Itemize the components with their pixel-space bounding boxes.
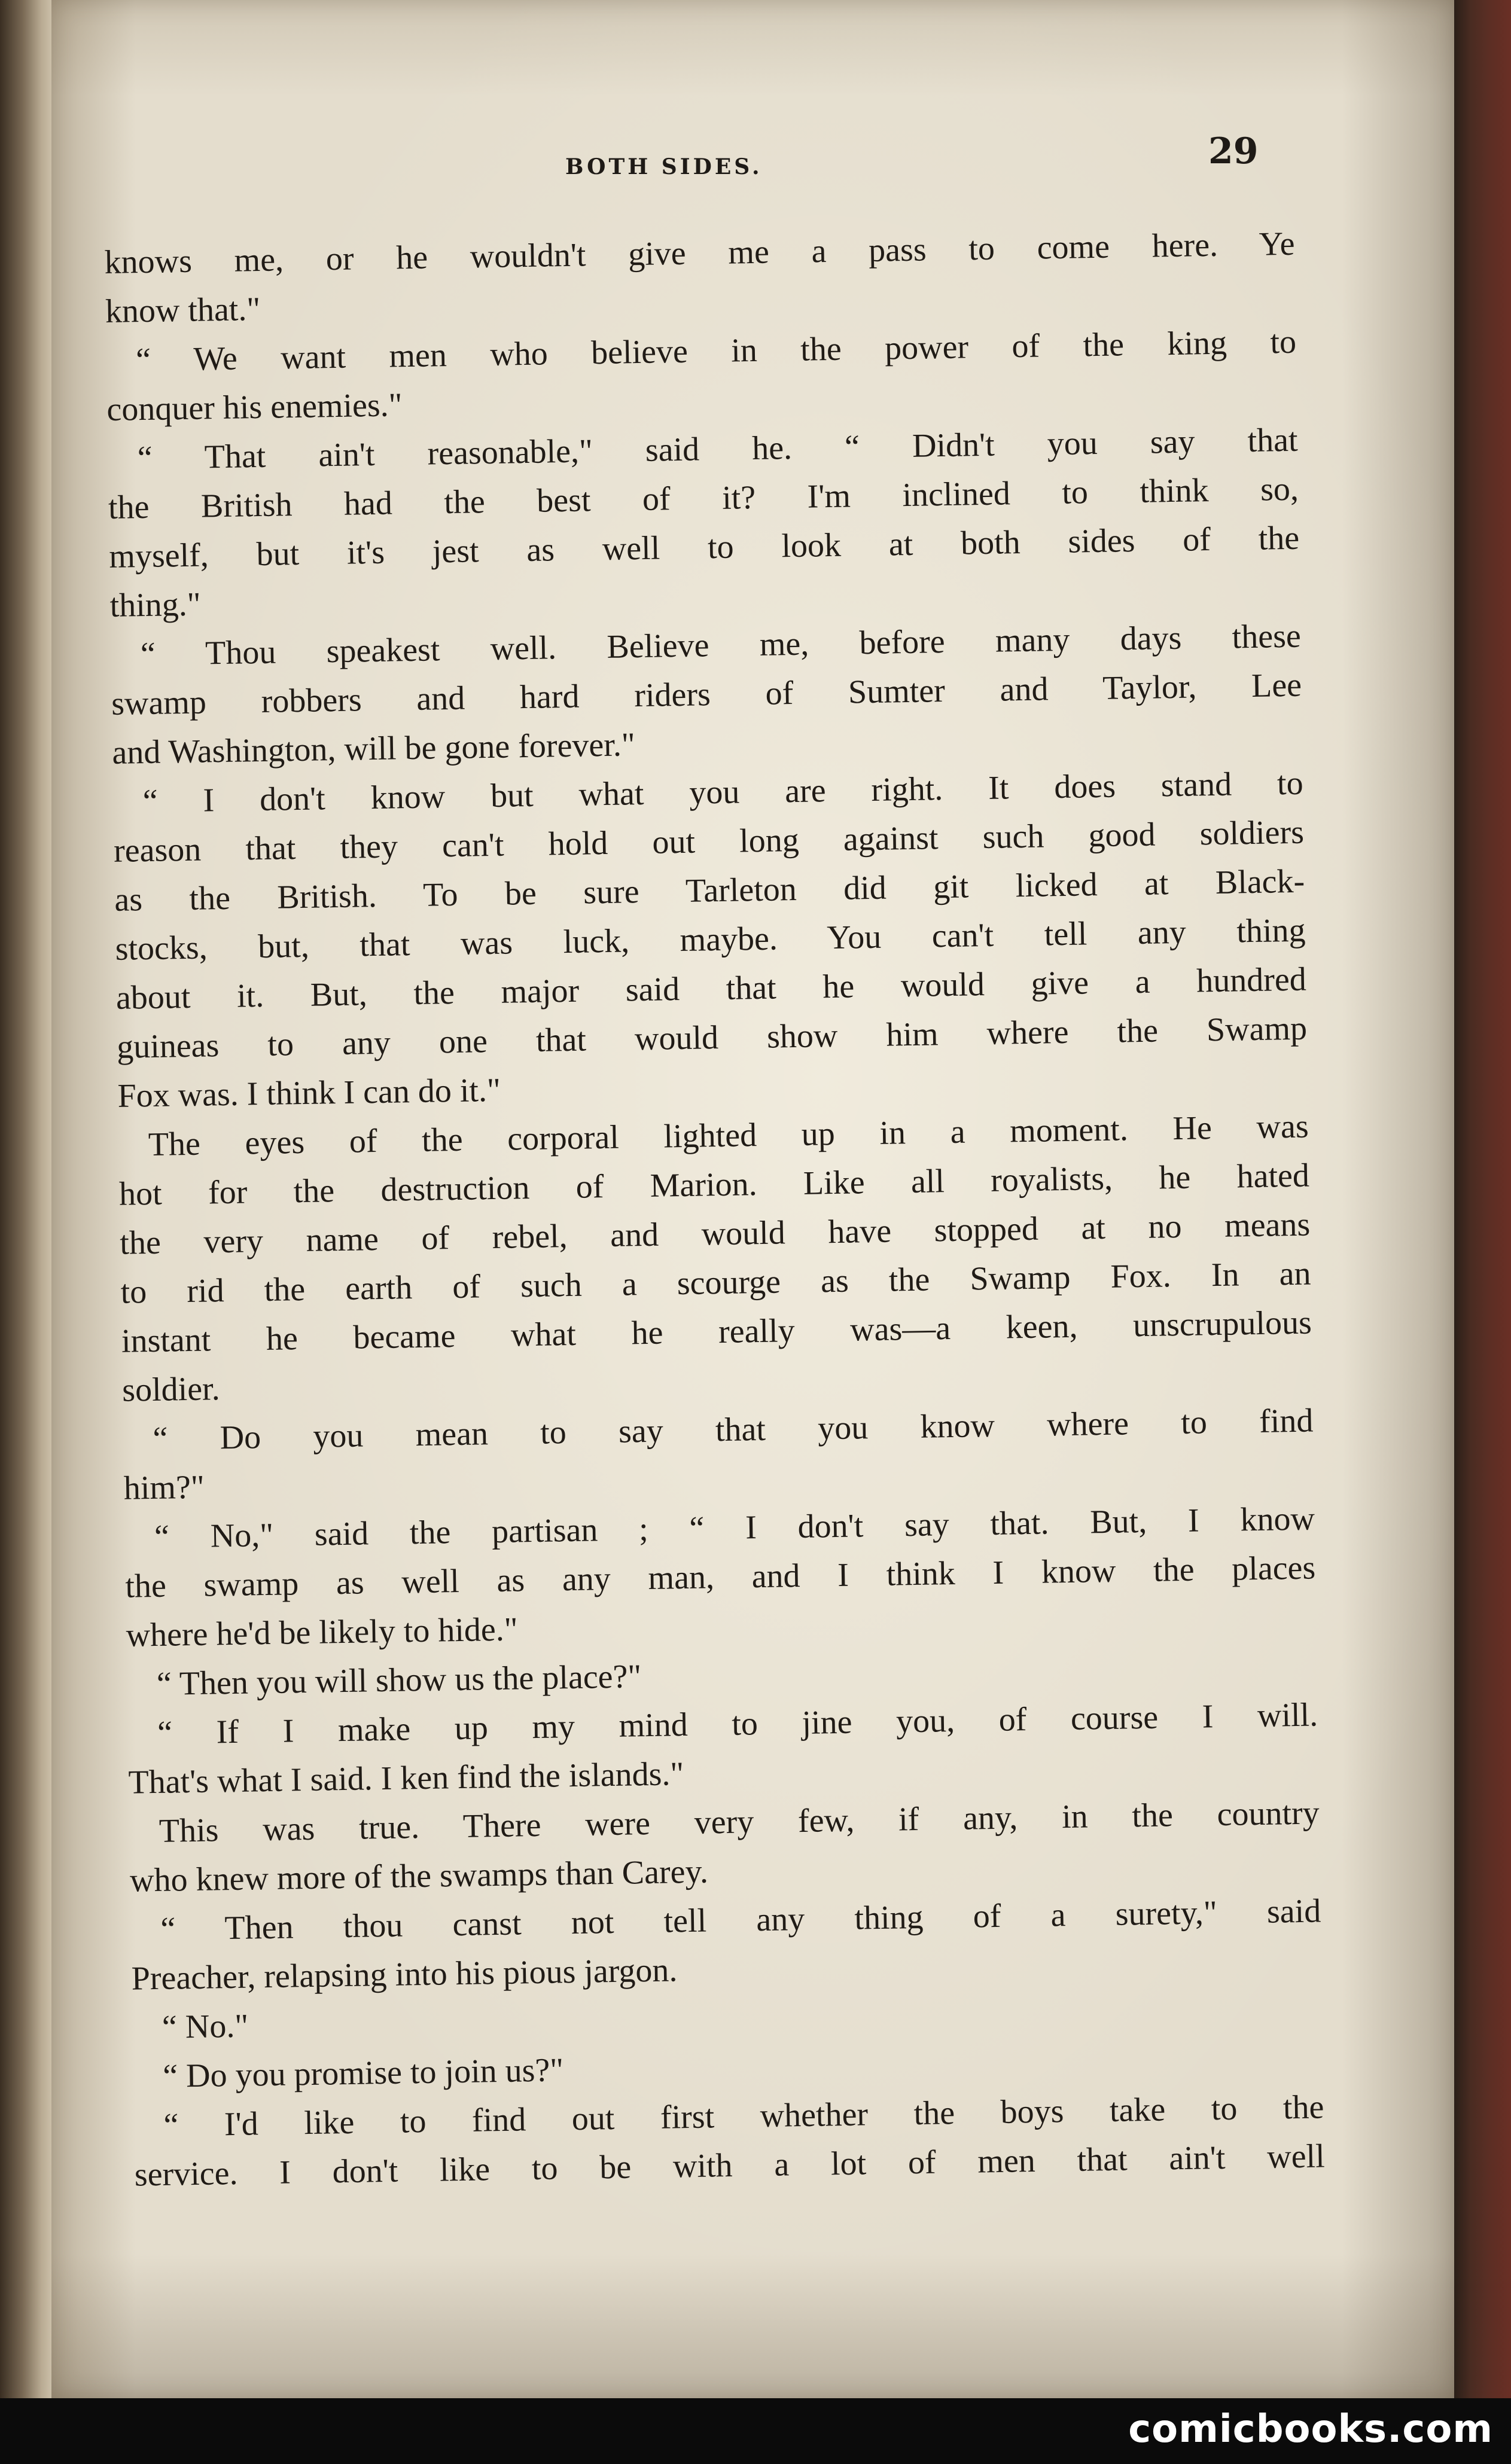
text-line: the British had the best of it? I'm inclined to think so, [108,470,1299,526]
text-line: Preacher, relapsing into his pious jargon. [131,1951,678,1998]
text-line: “ I don't know but what you are right. It does stand to [142,764,1304,821]
text-line: thing." [109,585,202,624]
text-line: “ Then you will show us the place?" [156,1658,642,1703]
text-line: “ No." [162,2007,249,2046]
text-line: the very name of rebel, and would have stopped at no means [119,1206,1311,1262]
text-line: where he'd be likely to hide." [126,1611,519,1654]
text-line: This was true. There were very few, if any, in the country [159,1794,1320,1850]
text-line: “ Do you mean to say that you know where to find [153,1402,1314,1457]
text-line: “ We want men who believe in the power of the king to [135,323,1297,379]
text-line: knows me, or he wouldn't give me a pass to come here. Ye [104,225,1295,281]
text-line: the swamp as well as any man, and I think I know the places [124,1549,1316,1605]
text-line: “ Thou speakest well. Believe me, before many days these [140,617,1302,673]
text-line: stocks, but, that was luck, maybe. You can't tell any thing [115,911,1306,968]
text-line: reason that they can't hold out long against such good soldiers [113,813,1305,870]
body-text [104,219,1325,2200]
book-cover-edge [1454,0,1511,2398]
text-line: about it. But, the major said that he would give a hundred [115,960,1307,1017]
text-line: to rid the earth of such a scourge as the Swamp Fox. In an [120,1255,1311,1311]
text-line: That's what I said. I ken find the islands." [128,1755,684,1801]
text-line: service. I don't like to be with a lot of men that ain't well [134,2137,1326,2194]
text-line: conquer his enemies." [106,386,403,428]
text-line: “ No," said the partisan ; “ I don't say that. But, I know [154,1500,1315,1556]
text-line: Fox was. I think I can do it." [117,1071,501,1115]
running-head: BOTH SIDES. [565,154,763,179]
text-line: “ I'd like to find out first whether the boys take to the [163,2088,1324,2144]
text-line: myself, but it's jest as well to look at both sides of the [108,519,1300,575]
text-line: “ That ain't reasonable," said he. “ Didn't you say that [137,421,1299,477]
text-line: hot for the destruction of Marion. Like all royalists, he hated [118,1157,1310,1213]
text-line: as the British. To be sure Tarleton did git licked at Black- [114,862,1305,919]
previous-page-edge [0,0,51,2464]
text-line: “ If I make up my mind to jine you, of course I will. [157,1696,1318,1752]
text-line: instant he became what he really was—a keen, unscrupulous [121,1304,1312,1360]
text-line: him?" [123,1468,205,1507]
text-line: who knew more of the swamps than Carey. [129,1853,709,1899]
text-line: “ Do you promise to join us?" [162,2051,564,2095]
text-line: swamp robbers and hard riders of Sumter and Taylor, Lee [111,666,1302,722]
page-number: 29 [1208,130,1259,172]
watermark-logo: comicbooks.com [1128,2407,1493,2451]
text-line: soldier. [121,1370,221,1409]
text-line: The eyes of the corporal lighted up in a moment. He was [148,1108,1309,1164]
text-line: know that." [105,290,261,330]
text-line: “ Then thou canst not tell any thing of a surety," said [160,1892,1321,1948]
text-line: guineas to any one that would show him where the Swamp [116,1010,1308,1066]
text-line: and Washington, will be gone forever." [112,726,636,771]
